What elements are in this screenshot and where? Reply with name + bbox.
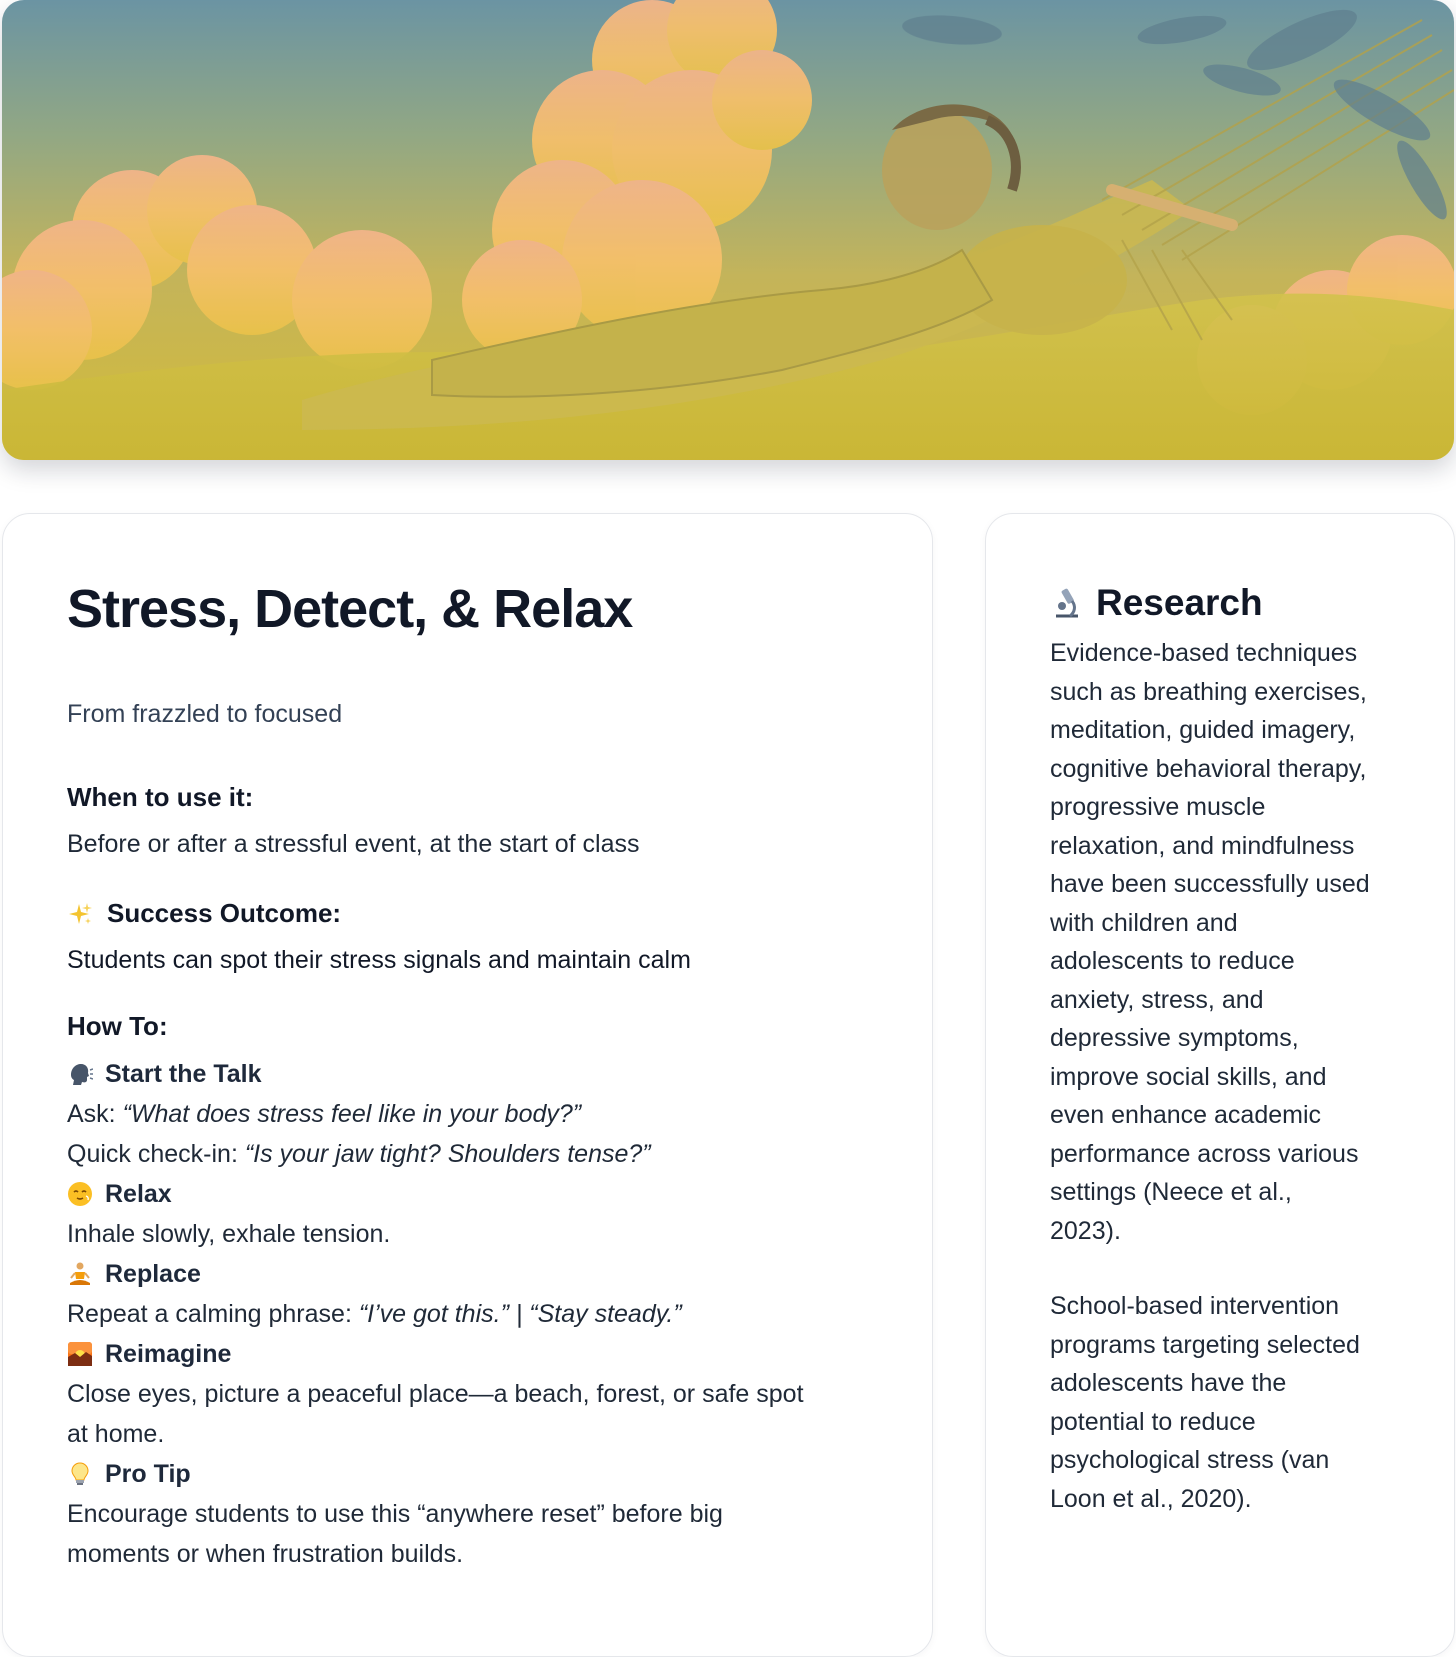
- research-line: Evidence-based techniques: [1050, 639, 1358, 667]
- step-line-label: Inhale slowly, exhale tension.: [67, 1220, 391, 1248]
- research-line: even enhance academic: [1050, 1101, 1322, 1129]
- step-title-label: Replace: [105, 1259, 201, 1288]
- research-line: have been successfully used: [1050, 870, 1370, 898]
- step-line-label: Ask:: [67, 1100, 123, 1128]
- light-bulb-icon: [67, 1461, 93, 1487]
- step-line: [67, 1294, 867, 1334]
- research-line: depressive symptoms,: [1050, 1024, 1299, 1052]
- research-line: School-based intervention: [1050, 1292, 1340, 1320]
- step-line-quote: “I’ve got this.” | “Stay steady.”: [358, 1300, 682, 1328]
- research-line: anxiety, stress, and: [1050, 985, 1264, 1014]
- step-line-label: Quick check-in:: [67, 1140, 245, 1168]
- research-paragraph-1: [1050, 634, 1390, 1250]
- step-line-label: Encourage students to use this “anywhere reset” before big: [67, 1500, 723, 1528]
- relieved-face-icon: [67, 1181, 93, 1207]
- step-reimagine: [67, 1334, 867, 1374]
- step-line: [67, 1214, 867, 1254]
- step-title-label: Reimagine: [105, 1339, 232, 1368]
- hammock-scene-image: [2, 0, 1454, 460]
- howto-heading: How To:: [67, 1011, 168, 1041]
- success-heading: Success Outcome:: [107, 898, 342, 928]
- research-heading-row: [1050, 582, 1263, 624]
- step-title-label: Relax: [105, 1179, 172, 1208]
- sparkles-icon: [67, 901, 93, 927]
- step-line-quote: “What does stress feel like in your body?”: [122, 1100, 582, 1128]
- research-line: meditation, guided imagery,: [1050, 716, 1356, 744]
- research-line: with children and: [1050, 908, 1238, 937]
- step-line-label: Repeat a calming phrase:: [67, 1300, 359, 1328]
- microscope-icon: [1050, 586, 1084, 620]
- sunset-icon: [67, 1341, 93, 1367]
- research-card: [985, 513, 1455, 1657]
- research-line: such as breathing exercises,: [1050, 677, 1367, 706]
- research-paragraph-2: [1050, 1287, 1390, 1518]
- hero-illustration: [2, 0, 1454, 460]
- meditation-icon: [67, 1261, 93, 1287]
- step-replace: [67, 1254, 867, 1294]
- speaking-head-icon: [67, 1061, 93, 1087]
- research-line: relaxation, and mindfulness: [1050, 831, 1355, 860]
- page-title: Stress, Detect, & Relax: [67, 579, 633, 639]
- research-title: Research: [1096, 582, 1263, 623]
- step-title-label: Pro Tip: [105, 1459, 191, 1488]
- step-pro-tip: [67, 1454, 867, 1494]
- step-line: [67, 1494, 867, 1534]
- research-line: performance across various: [1050, 1139, 1359, 1168]
- step-start-the-talk: [67, 1054, 867, 1094]
- when-text: Before or after a stressful event, at the start of class: [67, 830, 640, 858]
- research-line: Loon et al., 2020).: [1050, 1484, 1252, 1513]
- step-line-label: moments or when frustration builds.: [67, 1540, 464, 1568]
- step-line: [67, 1374, 867, 1414]
- step-line-label: Close eyes, picture a peaceful place—a beach, forest, or safe spot: [67, 1380, 804, 1408]
- step-title-label: Start the Talk: [105, 1059, 262, 1088]
- research-line: settings (Neece et al.,: [1050, 1178, 1292, 1206]
- step-relax: [67, 1174, 867, 1214]
- tagline: From frazzled to focused: [67, 700, 343, 728]
- step-line: [67, 1414, 867, 1454]
- research-line: improve social skills, and: [1050, 1062, 1327, 1091]
- step-line: [67, 1134, 867, 1174]
- research-line: cognitive behavioral therapy,: [1050, 754, 1367, 783]
- research-line: progressive muscle: [1050, 793, 1266, 821]
- activity-card: [2, 513, 933, 1657]
- step-line: [67, 1534, 867, 1574]
- research-line: psychological stress (van: [1050, 1446, 1330, 1474]
- step-line: [67, 1094, 867, 1134]
- research-line: adolescents have the: [1050, 1369, 1287, 1397]
- success-text: Students can spot their stress signals and maintain calm: [67, 946, 691, 974]
- when-heading: When to use it:: [67, 782, 254, 812]
- success-heading-row: [67, 898, 341, 929]
- howto-section: [67, 1006, 867, 1574]
- step-line-label: at home.: [67, 1420, 165, 1448]
- research-line: 2023).: [1050, 1216, 1121, 1245]
- step-line-quote: “Is your jaw tight? Shoulders tense?”: [244, 1140, 651, 1168]
- research-line: programs targeting selected: [1050, 1330, 1360, 1359]
- research-line: adolescents to reduce: [1050, 947, 1295, 975]
- research-line: potential to reduce: [1050, 1407, 1256, 1436]
